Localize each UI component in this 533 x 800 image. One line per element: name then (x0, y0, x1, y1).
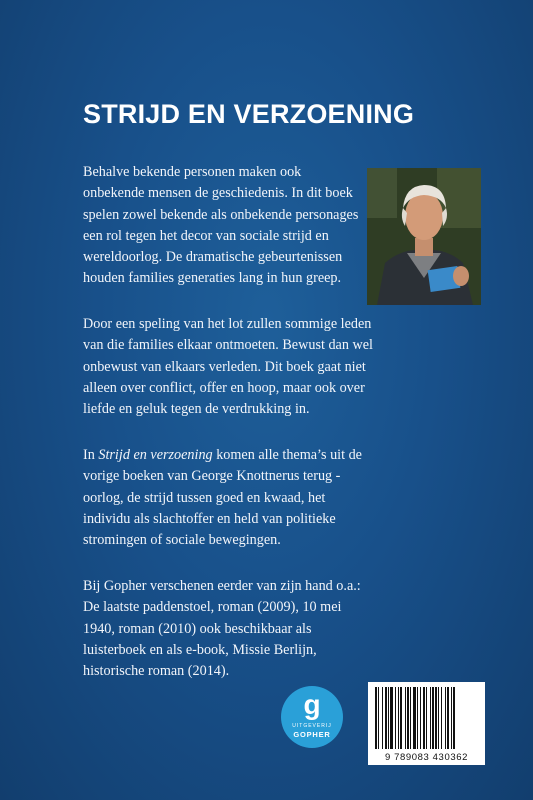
title-word-strijd: STRIJD (83, 99, 181, 129)
isbn-number: 9 789083 430362 (385, 752, 468, 763)
logo-glyph: g (303, 689, 321, 720)
paragraph-themes (83, 445, 373, 551)
themes-suffix: komen alle thema’s uit de vorige boeken van George Knottnerus terug - oorlog, de strijd tussen goed en kwaad, het individu als slachtoffer en held van politieke stromingen of sociale bewegingen. (83, 447, 362, 549)
barcode-bars (373, 687, 480, 749)
author-photo (367, 168, 481, 305)
themes-book-title: Strijd en verzoening (98, 447, 213, 463)
book-title (83, 96, 414, 132)
themes-prefix: In (83, 447, 99, 463)
publisher-logo (281, 686, 343, 748)
barcode (368, 682, 485, 765)
paragraph-intro: Behalve bekende personen maken ook onbekende mensen de geschiedenis. In dit boek spelen zowel bekende als onbekende personages een rol tegen het decor van sociale strijd en wereldoorlog. De dramatische gebeurtenissen houden families generaties lang in hun greep. (83, 164, 359, 287)
logo-line-gopher: GOPHER (293, 730, 331, 739)
paragraph-earlier-works: Bij Gopher verschenen eerder van zijn hand o.a.: De laatste paddenstoel, roman (2009), 10 mei 1940, roman (2010) ook beschikbaar als luisterboek en als e-book, Missie Berlijn, historische roman (2014). (83, 578, 361, 680)
title-rest: EN VERZOENING (187, 99, 415, 129)
paragraph-fate: Door een speling van het lot zullen sommige leden van die families elkaar ontmoeten. Bewust dan wel onbewust van elkaars verleden. Dit boek gaat niet alleen over conflict, offer en hoop, maar ook over liefde en geluk tegen de verdrukking in. (83, 316, 373, 418)
logo-line-uitgeverij: UITGEVERIJ (292, 723, 332, 729)
